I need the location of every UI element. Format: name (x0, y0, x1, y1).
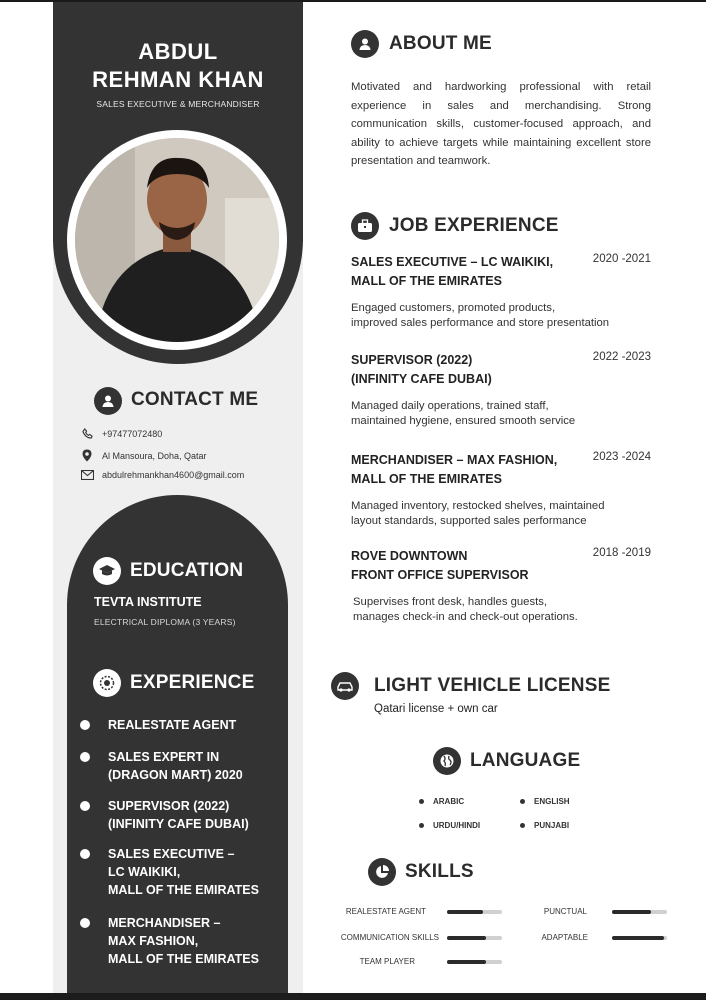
email-address[interactable]: abdulrehmankhan4600@gmail.com (102, 470, 245, 480)
job-entry (351, 547, 651, 624)
bullet-dot (419, 799, 424, 804)
graduation-cap-icon (93, 557, 121, 585)
skill-label: TEAM PLAYER (359, 957, 415, 966)
candidate-name (53, 38, 303, 94)
language-item (419, 797, 464, 806)
bullet-dot (80, 752, 90, 762)
language-item (419, 821, 480, 830)
bullet-dot (520, 799, 525, 804)
education-heading: EDUCATION (130, 560, 244, 581)
name-line-2: REHMAN KHAN (92, 67, 264, 92)
briefcase-icon (351, 212, 379, 240)
user-icon (351, 30, 379, 58)
bullet-dot (80, 720, 90, 730)
education-program: ELECTRICAL DIPLOMA (3 YEARS) (94, 617, 236, 627)
skill-bar (612, 936, 667, 940)
job-entry (351, 351, 651, 428)
job-description: Managed daily operations, trained staff, maintained hygiene, ensured smooth service (351, 400, 576, 427)
job-years: 2022 -2023 (592, 351, 651, 363)
contact-phone (80, 428, 162, 439)
skill-bar-fill (612, 910, 651, 914)
language-name: URDU/HINDI (433, 821, 481, 830)
bullet-dot (80, 801, 90, 811)
phone-icon (80, 428, 94, 439)
contact-heading: CONTACT ME (131, 389, 259, 410)
job-years: 2020 -2021 (592, 253, 651, 265)
bullet-dot (419, 823, 424, 828)
language-item (520, 821, 569, 830)
license-heading: LIGHT VEHICLE LICENSE (374, 675, 611, 696)
envelope-icon (80, 470, 94, 480)
experience-item-text: SALES EXECUTIVE – LC WAIKIKI, MALL OF THE EMIRATES (108, 847, 259, 897)
experience-item-text: SALES EXPERT IN (DRAGON MART) 2020 (108, 750, 243, 782)
skill-label: PUNCTUAL (543, 907, 587, 916)
job-description: Engaged customers, promoted products, improved sales performance and store presentation (351, 302, 610, 329)
bullet-dot (80, 918, 90, 928)
skill-bar-fill (447, 910, 483, 914)
language-heading: LANGUAGE (470, 750, 581, 771)
address-text: Al Mansoura, Doha, Qatar (102, 450, 207, 461)
job-title: MERCHANDISER – MAX FASHION, MALL OF THE EMIRATES (351, 453, 558, 486)
job-description: Managed inventory, restocked shelves, maintained layout standards, supported sales performance (351, 500, 605, 527)
job-years: 2018 -2019 (592, 547, 651, 559)
skill-bar (447, 910, 502, 914)
license-detail: Qatari license + own car (374, 703, 498, 715)
name-line-1: ABDUL (138, 39, 218, 64)
job-entry (351, 253, 651, 330)
about-paragraph: Motivated and hardworking professional with retail experience in sales and merchandising. Strong communication skills, customer-focused approach, and ability to achieve targets while maintaining excellent store presentation and teamwork. (351, 81, 651, 167)
job-years: 2023 -2024 (592, 451, 651, 463)
skill-bar-fill (447, 960, 486, 964)
job-entry (351, 451, 651, 528)
skills-heading: SKILLS (405, 861, 474, 882)
experience-heading: EXPERIENCE (130, 672, 255, 693)
job-title: SUPERVISOR (2022) (INFINITY CAFE DUBAI) (351, 353, 492, 386)
skill-label: ADAPTABLE (541, 933, 588, 942)
location-pin-icon (80, 449, 94, 462)
about-heading: ABOUT ME (389, 33, 492, 54)
profile-photo (75, 138, 279, 342)
contact-address (80, 449, 207, 462)
skill-bar (447, 960, 502, 964)
bullet-dot (80, 849, 90, 859)
contact-email (80, 470, 244, 480)
language-name: ARABIC (433, 797, 465, 806)
pie-chart-icon (368, 858, 396, 886)
skill-bar (612, 910, 667, 914)
job-experience-heading: JOB EXPERIENCE (389, 215, 559, 236)
user-icon (94, 387, 122, 415)
experience-item-text: REALESTATE AGENT (108, 718, 237, 732)
car-icon (331, 672, 359, 700)
person-photo-illustration (75, 138, 279, 342)
skill-bar-fill (447, 936, 486, 940)
job-title: ROVE DOWNTOWN FRONT OFFICE SUPERVISOR (351, 549, 529, 582)
skill-bar (447, 936, 502, 940)
bottom-border (0, 993, 706, 1000)
language-name: PUNJABI (534, 821, 570, 830)
experience-item-text: MERCHANDISER – MAX FASHION, MALL OF THE EMIRATES (108, 916, 259, 966)
phone-number: +97477072480 (102, 428, 163, 439)
language-name: ENGLISH (534, 797, 570, 806)
award-badge-icon (93, 669, 121, 697)
language-item (520, 797, 570, 806)
globe-icon (433, 747, 461, 775)
job-description: Supervises front desk, handles guests, manages check-in and check-out operations. (353, 596, 578, 623)
skill-label: REALESTATE AGENT (345, 907, 426, 916)
job-title: SALES EXECUTIVE – LC WAIKIKI, MALL OF THE EMIRATES (351, 255, 554, 288)
skill-label: COMMUNICATION SKILLS (340, 933, 439, 942)
bullet-dot (520, 823, 525, 828)
experience-item-text: SUPERVISOR (2022) (INFINITY CAFE DUBAI) (108, 799, 249, 831)
job-role: SALES EXECUTIVE & MERCHANDISER (96, 99, 260, 109)
education-institute: TEVTA INSTITUTE (94, 595, 202, 609)
skill-bar-fill (612, 936, 664, 940)
